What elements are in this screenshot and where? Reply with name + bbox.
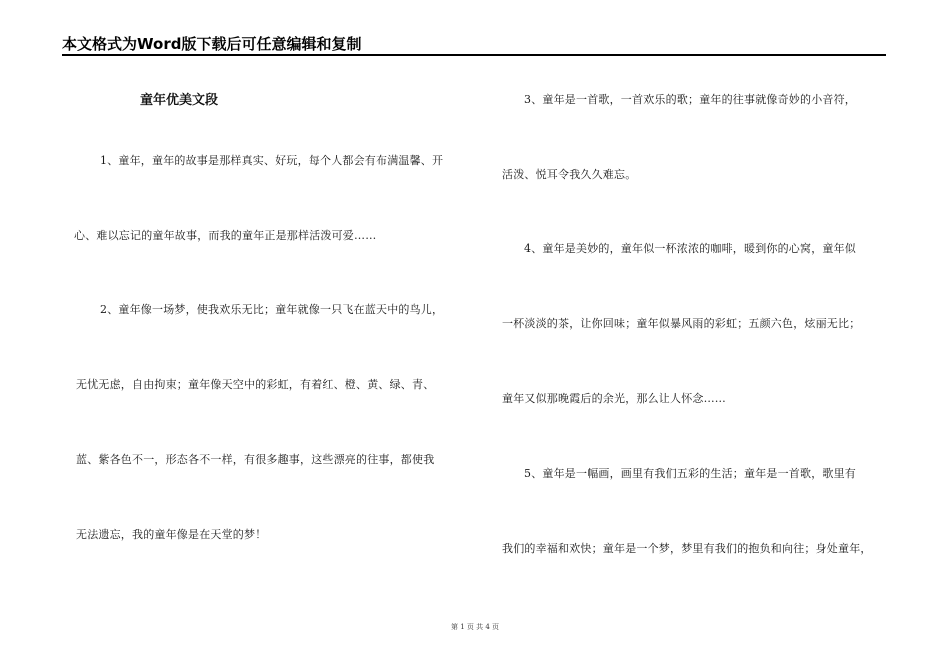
paragraph-line: 4、童年是美妙的，童年似一杯浓浓的咖啡，暖到你的心窝，童年似	[524, 242, 856, 255]
paragraph-line: 1、童年，童年的故事是那样真实、好玩，每个人都会有布满温馨、开	[100, 154, 444, 167]
left-column	[62, 0, 482, 672]
paragraph-line: 我们的幸福和欢快；童年是一个梦，梦里有我们的抱负和向往；身处童年，	[502, 542, 872, 555]
paragraph-line: 3、童年是一首歌，一首欢乐的歌；童年的往事就像奇妙的小音符，	[524, 93, 856, 106]
paragraph-line: 童年又似那晚霞后的余光，那么让人怀念……	[502, 392, 726, 405]
document-header-title: 本文格式为Word版下载后可任意编辑和复制	[62, 35, 362, 53]
right-column	[500, 0, 895, 672]
paragraph-line: 活泼、悦耳令我久久难忘。	[502, 168, 637, 181]
paragraph-line: 5、童年是一幅画，画里有我们五彩的生活；童年是一首歌，歌里有	[524, 467, 856, 480]
paragraph-line: 无法遗忘，我的童年像是在天堂的梦！	[76, 528, 267, 541]
page-footer: 第 1 页 共 4 页	[450, 623, 500, 631]
paragraph-line: 无忧无虑，自由拘束；童年像天空中的彩虹，有着红、橙、黄、绿、青、	[76, 378, 435, 391]
paragraph-line: 一杯淡淡的茶，让你回味；童年似暴风雨的彩虹；五颜六色，炫丽无比；	[502, 317, 861, 330]
paragraph-line: 2、童年像一场梦，使我欢乐无比；童年就像一只飞在蓝天中的鸟儿，	[100, 303, 444, 316]
paragraph-line: 心、难以忘记的童年故事，而我的童年正是那样活泼可爱……	[74, 229, 377, 242]
paragraph-line: 蓝、紫各色不一，形态各不一样，有很多趣事，这些漂亮的往事，都使我	[76, 453, 435, 466]
document-title: 童年优美文段	[140, 93, 219, 108]
